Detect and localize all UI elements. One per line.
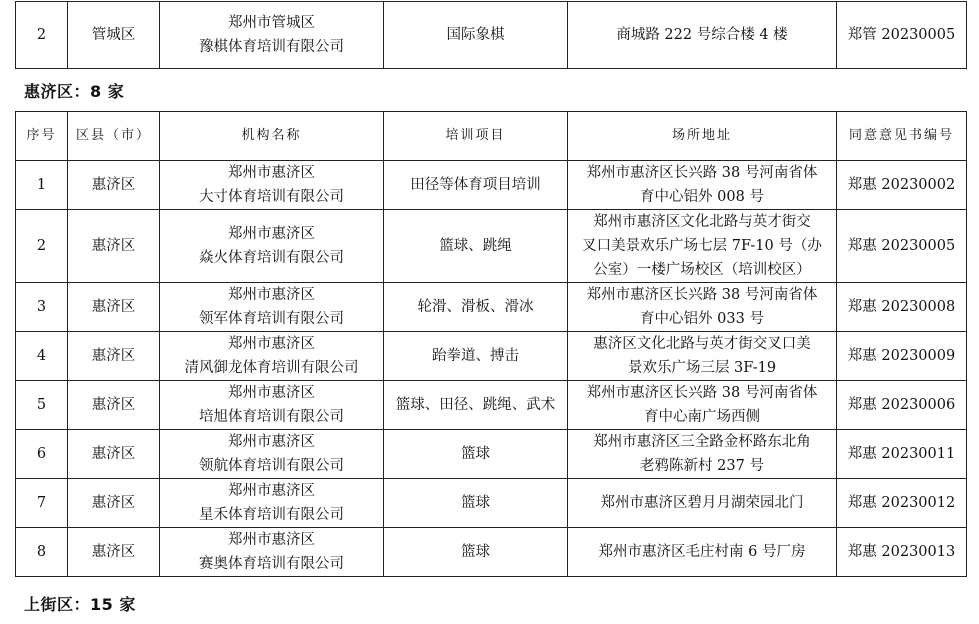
address-cell xyxy=(568,528,837,577)
org-name-line: 领军体育培训有限公司 xyxy=(199,311,344,327)
org-name-line: 焱火体育培训有限公司 xyxy=(199,250,344,266)
row-number: 7 xyxy=(16,479,68,528)
org-name-line: 赛奥体育培训有限公司 xyxy=(199,556,344,572)
project-cell: 篮球 xyxy=(384,430,568,479)
address-line: 惠济区文化北路与英才街交叉口美 xyxy=(593,336,811,352)
address-cell xyxy=(568,430,837,479)
row-number: 1 xyxy=(16,161,68,210)
org-name-line: 郑州市惠济区 xyxy=(228,483,315,499)
header-org: 机构名称 xyxy=(160,112,384,161)
project-cell: 国际象棋 xyxy=(384,2,568,69)
table-row xyxy=(16,381,967,430)
district-cell: 惠济区 xyxy=(68,161,160,210)
row-number: 5 xyxy=(16,381,68,430)
address-cell xyxy=(568,479,837,528)
table-huiji xyxy=(15,111,967,577)
table-row xyxy=(16,528,967,577)
org-name-cell xyxy=(160,2,384,69)
project-cell: 篮球 xyxy=(384,479,568,528)
header-district: 区县（市） xyxy=(68,112,160,161)
org-name-line: 培旭体育培训有限公司 xyxy=(199,409,344,425)
district-cell: 惠济区 xyxy=(68,210,160,283)
address-line: 育中心铝外 008 号 xyxy=(640,189,764,205)
address-line: 郑州市惠济区毛庄村南 6 号厂房 xyxy=(598,544,806,560)
table-row xyxy=(16,430,967,479)
address-line: 育中心南广场西侧 xyxy=(644,409,760,425)
row-number: 6 xyxy=(16,430,68,479)
org-name-line: 郑州市惠济区 xyxy=(228,165,315,181)
org-name-cell xyxy=(160,430,384,479)
address-line: 郑州市惠济区长兴路 38 号河南省体 xyxy=(586,165,818,181)
project-cell: 田径等体育项目培训 xyxy=(384,161,568,210)
table-row xyxy=(16,479,967,528)
project-cell: 篮球、田径、跳绳、武术 xyxy=(384,381,568,430)
approval-code-cell: 郑惠 20230002 xyxy=(837,161,967,210)
header-code: 同意意见书编号 xyxy=(837,112,967,161)
approval-code-cell: 郑惠 20230006 xyxy=(837,381,967,430)
section-heading-shangjie: 上街区：15 家 xyxy=(24,595,136,614)
address-cell xyxy=(568,283,837,332)
address-line: 景欢乐广场三层 3F-19 xyxy=(627,360,777,376)
org-name-cell xyxy=(160,332,384,381)
org-name-line: 大寸体育培训有限公司 xyxy=(199,189,344,205)
header-address: 场所地址 xyxy=(568,112,837,161)
org-name-line: 豫棋体育培训有限公司 xyxy=(199,39,344,55)
org-name-cell xyxy=(160,479,384,528)
district-cell: 惠济区 xyxy=(68,381,160,430)
project-cell: 篮球、跳绳 xyxy=(384,210,568,283)
approval-code-cell: 郑惠 20230013 xyxy=(837,528,967,577)
org-name-cell xyxy=(160,161,384,210)
approval-code-cell: 郑惠 20230005 xyxy=(837,210,967,283)
district-cell: 管城区 xyxy=(68,2,160,69)
address-line: 郑州市惠济区长兴路 38 号河南省体 xyxy=(586,385,818,401)
header-project: 培训项目 xyxy=(384,112,568,161)
approval-code-cell: 郑惠 20230011 xyxy=(837,430,967,479)
org-name-line: 郑州市惠济区 xyxy=(228,287,315,303)
approval-code-cell: 郑惠 20230009 xyxy=(837,332,967,381)
org-name-line: 郑州市管城区 xyxy=(228,15,315,31)
address-cell xyxy=(568,161,837,210)
address-line: 育中心铝外 033 号 xyxy=(640,311,764,327)
table-row xyxy=(16,161,967,210)
table-row xyxy=(16,2,967,69)
org-name-line: 领航体育培训有限公司 xyxy=(199,458,344,474)
address-line: 公室）一楼广场校区（培训校区） xyxy=(593,262,811,278)
address-cell xyxy=(568,332,837,381)
org-name-line: 郑州市惠济区 xyxy=(228,434,315,450)
district-cell: 惠济区 xyxy=(68,283,160,332)
org-name-line: 清风御龙体育培训有限公司 xyxy=(184,360,359,376)
district-cell: 惠济区 xyxy=(68,332,160,381)
district-cell: 惠济区 xyxy=(68,430,160,479)
table-row xyxy=(16,332,967,381)
approval-code-cell: 郑管 20230005 xyxy=(837,2,967,69)
project-cell: 跆拳道、搏击 xyxy=(384,332,568,381)
address-line: 郑州市惠济区碧月月湖荣园北门 xyxy=(600,495,804,511)
address-line: 郑州市惠济区文化北路与英才街交 xyxy=(593,214,811,230)
org-name-cell xyxy=(160,210,384,283)
row-number: 8 xyxy=(16,528,68,577)
org-name-cell xyxy=(160,528,384,577)
approval-code-cell: 郑惠 20230012 xyxy=(837,479,967,528)
address-cell xyxy=(568,210,837,283)
district-cell: 惠济区 xyxy=(68,479,160,528)
address-line: 郑州市惠济区三全路金杯路东北角 xyxy=(593,434,811,450)
table-guancheng-tail xyxy=(15,1,967,69)
address-line: 郑州市惠济区长兴路 38 号河南省体 xyxy=(586,287,818,303)
header-no: 序号 xyxy=(16,112,68,161)
org-name-line: 郑州市惠济区 xyxy=(228,226,315,242)
table-body xyxy=(16,161,967,577)
address-cell xyxy=(568,381,837,430)
org-name-line: 郑州市惠济区 xyxy=(228,532,315,548)
table-header-row xyxy=(16,112,967,161)
row-number: 3 xyxy=(16,283,68,332)
address-line: 叉口美景欢乐广场七层 7F-10 号（办 xyxy=(582,238,822,254)
row-number: 2 xyxy=(16,210,68,283)
table-row xyxy=(16,210,967,283)
row-number: 4 xyxy=(16,332,68,381)
org-name-line: 郑州市惠济区 xyxy=(228,336,315,352)
org-name-line: 星禾体育培训有限公司 xyxy=(199,507,344,523)
address-cell: 商城路 222 号综合楼 4 楼 xyxy=(568,2,837,69)
section-heading-huiji: 惠济区：8 家 xyxy=(24,82,125,101)
address-line: 老鸦陈新村 237 号 xyxy=(640,458,764,474)
table-row xyxy=(16,283,967,332)
project-cell: 篮球 xyxy=(384,528,568,577)
org-name-line: 郑州市惠济区 xyxy=(228,385,315,401)
org-name-cell xyxy=(160,283,384,332)
org-name-cell xyxy=(160,381,384,430)
approval-code-cell: 郑惠 20230008 xyxy=(837,283,967,332)
district-cell: 惠济区 xyxy=(68,528,160,577)
project-cell: 轮滑、滑板、滑冰 xyxy=(384,283,568,332)
row-number: 2 xyxy=(16,2,68,69)
